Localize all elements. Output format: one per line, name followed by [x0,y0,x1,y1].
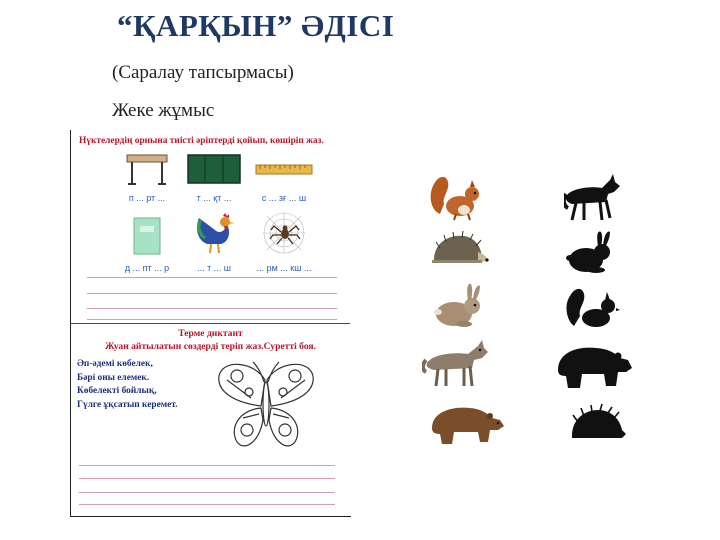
rabbit-photo [428,280,490,330]
poem-line: Бәрі оны елемек. [77,372,150,383]
notebook-icon [131,216,163,256]
hedgehog-silhouette [568,404,628,446]
writing-line [87,319,337,320]
squirrel-photo [426,170,488,222]
poem-line: Гүлге ұқсатып керемет. [77,399,178,410]
wolf-photo [422,336,492,388]
work-mode-label: Жеке жұмыс [112,100,215,121]
dictation-instruction: Жуан айтылатын сөздерді теріп жаз.Суретті боя. [104,341,317,352]
worksheet-fill-letters [71,130,350,324]
item-ruler-label: с ... зғ ... ш [261,193,307,203]
page-subtitle: (Саралау тапсырмасы) [112,62,294,83]
rabbit-silhouette [564,230,620,276]
writing-line [87,308,337,309]
item-chalkboard [174,152,254,203]
item-spider-label: ... рм ... кш ... [256,263,312,273]
ruler-icon [254,152,314,186]
bear-photo [426,398,506,450]
hedgehog-photo [428,230,490,270]
chalkboard-icon [186,152,242,186]
item-ruler [244,152,324,203]
squirrel-silhouette [564,284,624,332]
item-rooster [174,210,254,273]
poem-line: Көбелекті бойлық, [77,386,157,396]
item-notebook-label: д ... пт ... р [124,263,170,273]
butterfly-outline-picture [215,358,317,454]
poem-line: Әп-әдемі көбелек, [77,359,153,369]
item-rooster-label: ... т ... ш [197,263,231,273]
wolf-silhouette [564,172,624,222]
rooster-icon [191,210,237,256]
page-title: “ҚАРҚЫН” ӘДІСІ [117,8,395,43]
dictation-heading: Терме диктант [178,328,243,339]
bear-silhouette [554,340,634,392]
item-desk-label: п ... рт ... [128,193,166,203]
worksheet [70,130,351,517]
desk-icon [124,152,170,186]
item-spider [244,210,324,273]
item-chalkboard-label: т ... қт ... [196,193,232,203]
writing-line [79,504,335,505]
animal-matching-area [398,160,663,480]
writing-line [79,465,335,466]
writing-line [87,293,337,294]
writing-line [87,277,337,278]
poem [77,358,178,412]
fill-letters-instruction: Нүктелердің орнына тиісті әріптерді қойып, көшіріп жаз. [79,136,324,146]
spider-icon [261,210,307,256]
worksheet-dictation [71,324,350,516]
writing-line [79,492,335,493]
writing-line [79,478,335,479]
